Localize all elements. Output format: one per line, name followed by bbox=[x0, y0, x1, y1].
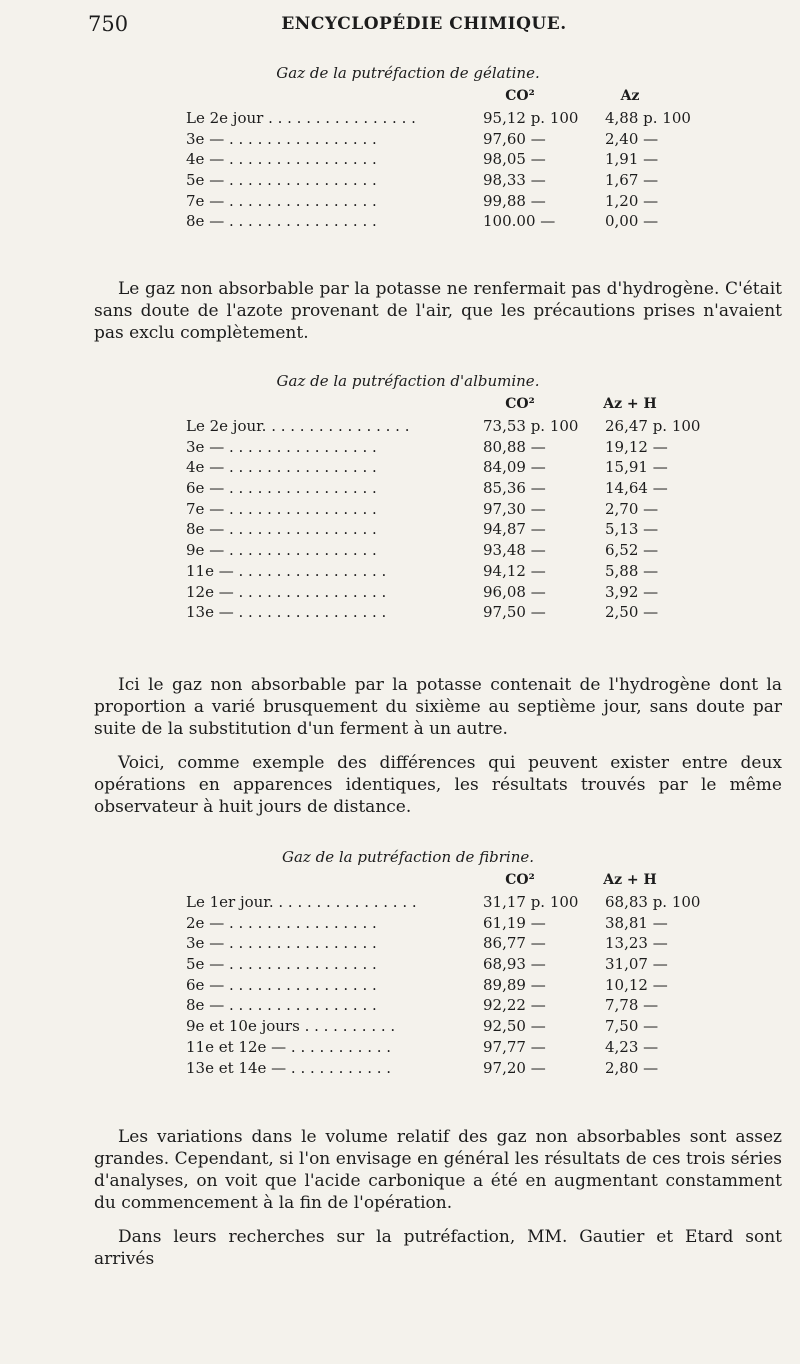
value-az-h: 38,81 — bbox=[605, 913, 668, 932]
value-co2: 100.00 — bbox=[483, 212, 556, 231]
value-az-h: 31,07 — bbox=[605, 955, 668, 974]
row-label: 9e et 10e jours . . . . . . . . . . bbox=[186, 1017, 396, 1036]
row-label: 5e — . . . . . . . . . . . . . . . . bbox=[186, 955, 377, 974]
row-label: 8e — . . . . . . . . . . . . . . . . bbox=[186, 520, 377, 539]
value-co2: 93,48 — bbox=[483, 541, 546, 560]
paragraph bbox=[94, 1226, 782, 1270]
column-header-co2: CO² bbox=[505, 872, 535, 888]
row-label: 12e — . . . . . . . . . . . . . . . . bbox=[186, 582, 387, 601]
value-co2: 89,89 — bbox=[483, 975, 546, 994]
table-row bbox=[88, 211, 728, 232]
value-co2: 92,50 — bbox=[483, 1017, 546, 1036]
row-label: 8e — . . . . . . . . . . . . . . . . bbox=[186, 996, 377, 1015]
paragraph bbox=[94, 752, 782, 818]
value-az-h: 15,91 — bbox=[605, 458, 668, 477]
value-az-h: 14,64 — bbox=[605, 479, 668, 498]
row-label: Le 2e jour. . . . . . . . . . . . . . . . bbox=[186, 417, 410, 435]
value-az-h: 26,47 p. 100 bbox=[605, 417, 701, 435]
table-row bbox=[88, 437, 728, 458]
column-header-az-h: Az + H bbox=[603, 396, 657, 412]
value-co2: 80,88 — bbox=[483, 437, 546, 456]
table-row bbox=[88, 975, 728, 996]
row-label: 11e et 12e — . . . . . . . . . . . bbox=[186, 1037, 392, 1056]
column-header-az: Az bbox=[620, 88, 640, 104]
value-co2: 84,09 — bbox=[483, 458, 546, 477]
row-label: 9e — . . . . . . . . . . . . . . . . bbox=[186, 541, 377, 560]
row-label: 3e — . . . . . . . . . . . . . . . . bbox=[186, 437, 377, 456]
value-co2: 61,19 — bbox=[483, 913, 546, 932]
table-row bbox=[88, 1016, 728, 1037]
value-co2: 97,77 — bbox=[483, 1037, 546, 1056]
value-az-h: 2,70 — bbox=[605, 499, 659, 518]
table-row bbox=[88, 995, 728, 1016]
column-header-co2: CO² bbox=[505, 396, 535, 412]
value-co2: 97,60 — bbox=[483, 129, 546, 148]
column-header-co2: CO² bbox=[505, 88, 535, 104]
table-caption: Gaz de la putréfaction de fibrine. bbox=[282, 848, 534, 866]
row-label: 8e — . . . . . . . . . . . . . . . . bbox=[186, 212, 377, 231]
table-row bbox=[88, 602, 728, 623]
value-co2: 98,33 — bbox=[483, 171, 546, 190]
value-az-h: 3,92 — bbox=[605, 582, 659, 601]
value-co2: 94,12 — bbox=[483, 561, 546, 580]
table-fibrine bbox=[88, 846, 728, 1078]
table-row bbox=[88, 457, 728, 478]
paragraph bbox=[94, 674, 782, 740]
row-label: 7e — . . . . . . . . . . . . . . . . bbox=[186, 191, 377, 210]
value-co2: 97,30 — bbox=[483, 499, 546, 518]
value-co2: 99,88 — bbox=[483, 191, 546, 210]
value-co2: 86,77 — bbox=[483, 934, 546, 953]
table-row bbox=[88, 129, 728, 150]
running-title: ENCYCLOPÉDIE CHIMIQUE. bbox=[281, 14, 567, 34]
value-co2: 85,36 — bbox=[483, 479, 546, 498]
table-row bbox=[88, 933, 728, 954]
table-row bbox=[88, 540, 728, 561]
table-row bbox=[88, 170, 728, 191]
table-caption: Gaz de la putréfaction d'albumine. bbox=[276, 372, 540, 390]
paragraph bbox=[94, 278, 782, 344]
table-row bbox=[88, 892, 728, 913]
value-co2: 97,50 — bbox=[483, 603, 546, 622]
row-label: Le 1er jour. . . . . . . . . . . . . . . . bbox=[186, 893, 417, 911]
table-row bbox=[88, 913, 728, 934]
table-caption: Gaz de la putréfaction de gélatine. bbox=[276, 64, 540, 82]
value-az: 1,67 — bbox=[605, 171, 659, 190]
table-row bbox=[88, 149, 728, 170]
value-az-h: 6,52 — bbox=[605, 541, 659, 560]
page-number: 750 bbox=[88, 12, 129, 36]
row-label: 13e — . . . . . . . . . . . . . . . . bbox=[186, 603, 387, 622]
table-row bbox=[88, 499, 728, 520]
row-label: 13e et 14e — . . . . . . . . . . . bbox=[186, 1058, 392, 1077]
row-label: 3e — . . . . . . . . . . . . . . . . bbox=[186, 129, 377, 148]
table-row bbox=[88, 954, 728, 975]
value-az-h: 13,23 — bbox=[605, 934, 668, 953]
value-co2: 98,05 — bbox=[483, 150, 546, 169]
row-label: 4e — . . . . . . . . . . . . . . . . bbox=[186, 150, 377, 169]
value-co2: 92,22 — bbox=[483, 996, 546, 1015]
value-co2: 68,93 — bbox=[483, 955, 546, 974]
row-label: 2e — . . . . . . . . . . . . . . . . bbox=[186, 913, 377, 932]
table-row bbox=[88, 191, 728, 212]
row-label: 6e — . . . . . . . . . . . . . . . . bbox=[186, 479, 377, 498]
value-co2: 96,08 — bbox=[483, 582, 546, 601]
table-row bbox=[88, 108, 728, 129]
paragraph-text: Voici, comme exemple des différences qui peuvent exister entre deux opérations en apparences identiques, les résultats trouvés par le même observateur à huit jours de distance. bbox=[94, 753, 782, 817]
table-row bbox=[88, 478, 728, 499]
row-label: 11e — . . . . . . . . . . . . . . . . bbox=[186, 561, 387, 580]
row-label: Le 2e jour . . . . . . . . . . . . . . . . bbox=[186, 109, 416, 127]
page-header bbox=[88, 12, 760, 38]
table-header bbox=[88, 84, 728, 108]
value-co2: 97,20 — bbox=[483, 1058, 546, 1077]
table-row bbox=[88, 519, 728, 540]
table-row bbox=[88, 561, 728, 582]
table-row bbox=[88, 1058, 728, 1079]
table-gelatine bbox=[88, 62, 728, 232]
value-co2: 31,17 p. 100 bbox=[483, 893, 579, 911]
paragraph bbox=[94, 1126, 782, 1214]
row-label: 4e — . . . . . . . . . . . . . . . . bbox=[186, 458, 377, 477]
value-az-h: 7,78 — bbox=[605, 996, 659, 1015]
table-row bbox=[88, 1037, 728, 1058]
value-az-h: 4,23 — bbox=[605, 1037, 659, 1056]
paragraph-text: Dans leurs recherches sur la putréfaction, MM. Gautier et Etard sont arrivés bbox=[94, 1227, 782, 1269]
table-row bbox=[88, 416, 728, 437]
value-az-h: 2,50 — bbox=[605, 603, 659, 622]
table-header bbox=[88, 868, 728, 892]
column-header-az-h: Az + H bbox=[603, 872, 657, 888]
value-az-h: 5,88 — bbox=[605, 561, 659, 580]
value-co2: 95,12 p. 100 bbox=[483, 109, 579, 127]
paragraph-text: Le gaz non absorbable par la potasse ne renfermait pas d'hydrogène. C'était sans doute de l'azote provenant de l'air, que les précautions prises n'avaient pas exclu complètement. bbox=[94, 279, 782, 343]
row-label: 6e — . . . . . . . . . . . . . . . . bbox=[186, 975, 377, 994]
value-az: 0,00 — bbox=[605, 212, 659, 231]
value-az-h: 10,12 — bbox=[605, 975, 668, 994]
row-label: 3e — . . . . . . . . . . . . . . . . bbox=[186, 934, 377, 953]
value-co2: 94,87 — bbox=[483, 520, 546, 539]
value-az-h: 68,83 p. 100 bbox=[605, 893, 701, 911]
value-az: 2,40 — bbox=[605, 129, 659, 148]
row-label: 5e — . . . . . . . . . . . . . . . . bbox=[186, 171, 377, 190]
paragraph-text: Les variations dans le volume relatif des gaz non absorbables sont assez grandes. Cependant, si l'on envisage en général les résultats de ces trois séries d'analyses, on voit que l'acide carbonique a été en augmentant constamment du commencement à la fin de l'opération. bbox=[94, 1127, 782, 1213]
value-az-h: 2,80 — bbox=[605, 1058, 659, 1077]
table-header bbox=[88, 392, 728, 416]
value-az: 1,91 — bbox=[605, 150, 659, 169]
value-az: 4,88 p. 100 bbox=[605, 109, 691, 127]
value-az-h: 5,13 — bbox=[605, 520, 659, 539]
row-label: 7e — . . . . . . . . . . . . . . . . bbox=[186, 499, 377, 518]
paragraph-text: Ici le gaz non absorbable par la potasse contenait de l'hydrogène dont la proportion a varié brusquement du sixième au septième jour, sans doute par suite de la substitution d'un ferment à un autre. bbox=[94, 675, 782, 739]
value-az-h: 7,50 — bbox=[605, 1017, 659, 1036]
table-albumine bbox=[88, 370, 728, 623]
value-az: 1,20 — bbox=[605, 191, 659, 210]
table-row bbox=[88, 582, 728, 603]
value-co2: 73,53 p. 100 bbox=[483, 417, 579, 435]
value-az-h: 19,12 — bbox=[605, 437, 668, 456]
